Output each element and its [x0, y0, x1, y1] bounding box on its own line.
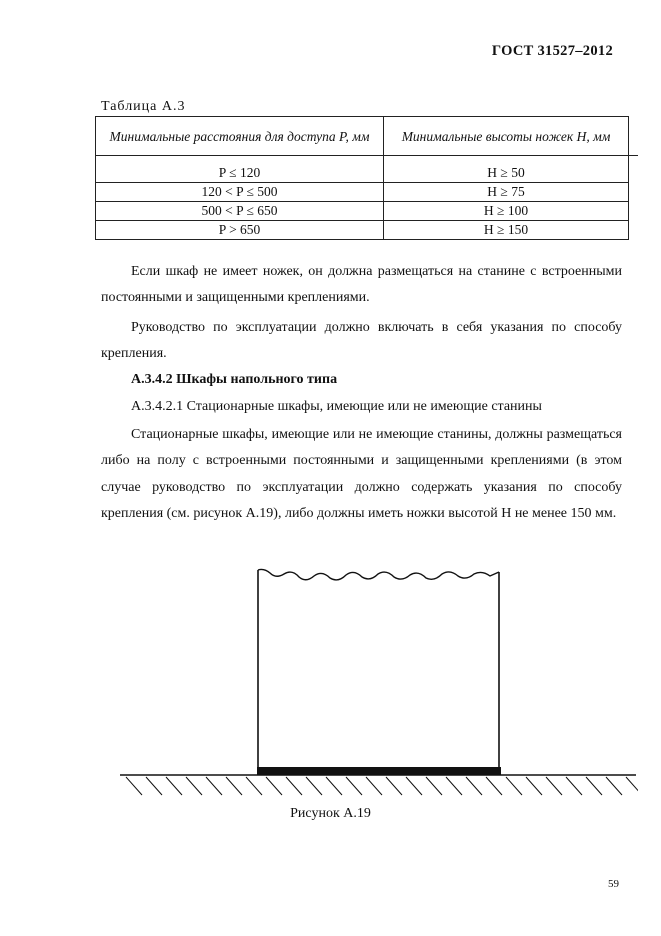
hatch-stroke	[426, 777, 442, 795]
hatch-stroke	[186, 777, 202, 795]
header-separator-line	[95, 155, 638, 156]
hatch-stroke	[506, 777, 522, 795]
hatch-stroke	[166, 777, 182, 795]
hatch-stroke	[466, 777, 482, 795]
table-row	[96, 156, 629, 183]
hatch-stroke	[366, 777, 382, 795]
hatch-stroke	[286, 777, 302, 795]
hatch-stroke	[566, 777, 582, 795]
hatch-stroke	[266, 777, 282, 795]
page-number: 59	[608, 878, 619, 890]
p-range-cell: 500 < P ≤ 650	[96, 202, 384, 221]
hatch-stroke	[486, 777, 502, 795]
col1-header: Минимальные расстояния для доступа P, мм	[96, 117, 384, 156]
p-range-cell: P ≤ 120	[96, 156, 384, 183]
section-heading: А.3.4.2 Шкафы напольного типа	[131, 372, 338, 387]
paragraph-manual-instructions: Руководство по эксплуатации должно включать в себя указания по способу крепления.	[101, 320, 622, 362]
hatch-stroke	[446, 777, 462, 795]
hatch-stroke	[586, 777, 602, 795]
paragraph-stationary-cabinets: Стационарные шкафы, имеющие или не имеющие станины, должны размещаться либо на полу с встроенными постоянными и защищенными креплениями (в этом случае руководство по эксплуатации должно содержать указания по способу крепления (см. рисунок А.19), либо должны иметь ножки высотой H не менее 150 мм.	[101, 427, 622, 522]
table-caption: Таблица А.3	[101, 99, 186, 114]
h-min-cell: H ≥ 100	[384, 202, 629, 221]
floor-hatching	[126, 777, 638, 795]
hatch-stroke	[126, 777, 142, 795]
subsection-heading: А.3.4.2.1 Стационарные шкафы, имеющие или не имеющие станины	[131, 399, 542, 414]
h-min-cell: H ≥ 75	[384, 183, 629, 202]
hatch-stroke	[326, 777, 342, 795]
hatch-stroke	[306, 777, 322, 795]
p-range-cell: P > 650	[96, 221, 384, 240]
table-row	[96, 221, 629, 240]
figure-caption: Рисунок А.19	[290, 806, 371, 821]
table-row	[96, 202, 629, 221]
hatch-stroke	[146, 777, 162, 795]
hatch-stroke	[526, 777, 542, 795]
paragraph-no-legs: Если шкаф не имеет ножек, он должна размещаться на станине с встроенными постоянными и защищенными креплениями.	[101, 264, 622, 306]
h-min-cell: H ≥ 50	[384, 156, 629, 183]
hatch-stroke	[346, 777, 362, 795]
hatch-stroke	[626, 777, 638, 795]
h-min-cell: H ≥ 150	[384, 221, 629, 240]
figure-a19-cabinet-drawing	[118, 565, 638, 805]
hatch-stroke	[546, 777, 562, 795]
table-row	[96, 183, 629, 202]
hatch-stroke	[246, 777, 262, 795]
distance-height-table	[95, 116, 629, 240]
hatch-stroke	[226, 777, 242, 795]
hatch-stroke	[406, 777, 422, 795]
table-header-row	[96, 117, 629, 156]
hatch-stroke	[206, 777, 222, 795]
p-range-cell: 120 < P ≤ 500	[96, 183, 384, 202]
cabinet-outline	[258, 569, 499, 768]
hatch-stroke	[606, 777, 622, 795]
cabinet-base-plinth	[257, 767, 501, 775]
hatch-stroke	[386, 777, 402, 795]
col2-header: Минимальные высоты ножек H, мм	[384, 117, 629, 156]
document-header: ГОСТ 31527–2012	[491, 43, 613, 59]
